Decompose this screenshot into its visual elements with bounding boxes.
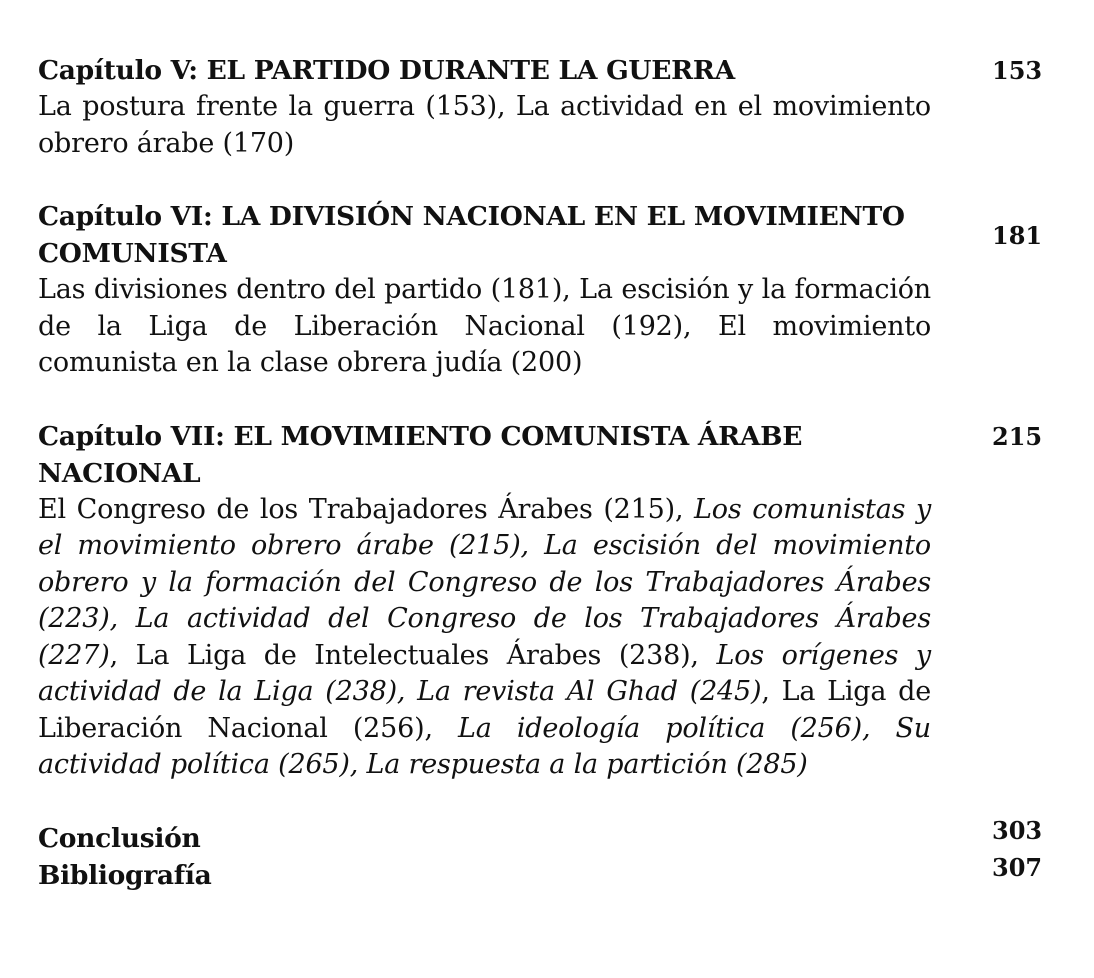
chapter-title: Capítulo V: EL PARTIDO DURANTE LA GUERRA — [38, 55, 735, 86]
subsection-text: Los orígenes y actividad de la Liga (238), La revista Al Ghad (245) — [38, 639, 931, 707]
toc-entry-conclusion — [38, 815, 1048, 857]
chapter-title: Capítulo VI: LA DIVISIÓN NACIONAL EN EL MOVIMIENTO COMUNISTA — [38, 201, 905, 269]
page-number: 181 — [992, 221, 1043, 250]
section-text: , La Liga de Liberación Nacional (256), — [38, 676, 932, 744]
subsection-text: Los comunistas y el movimiento obrero árabe (215), La escisión del movimiento obrero y la formación del Congreso de los Trabajadores Árabes (223), La actividad del Congreso de los Trabajadores Árabes (227) — [38, 493, 932, 671]
entry-title: Bibliografía — [38, 859, 212, 891]
toc-entry-chapter-6 — [38, 198, 1048, 382]
page-number: 303 — [992, 815, 1043, 845]
table-of-contents — [38, 52, 1048, 894]
toc-entry-chapter-7 — [38, 418, 1048, 784]
page-number: 215 — [992, 421, 1043, 451]
subsection-text: La ideología política (256), Su actividad política (265), La respuesta a la partición (285) — [38, 712, 931, 780]
chapter-title: Capítulo VII: EL MOVIMIENTO COMUNISTA ÁRABE NACIONAL — [38, 420, 803, 489]
page-number: 307 — [992, 852, 1043, 882]
chapter-sections — [38, 492, 931, 784]
entry-title: Conclusión — [38, 822, 201, 854]
chapter-sections: Las divisiones dentro del partido (181), La escisión y la formación de la Liga de Liberación Nacional (192), El movimiento comunista en la clase obrera judía (200) — [38, 274, 931, 378]
toc-entry-chapter-5 — [38, 52, 1048, 162]
section-text: , La Liga de Intelectuales Árabes (238), — [109, 639, 717, 671]
page-number: 153 — [992, 56, 1043, 85]
section-text: El Congreso de los Trabajadores Árabes (215), — [38, 493, 695, 525]
toc-entry-bibliography — [38, 852, 1048, 894]
chapter-sections: La postura frente la guerra (153), La actividad en el movimiento obrero árabe (170) — [38, 91, 931, 159]
